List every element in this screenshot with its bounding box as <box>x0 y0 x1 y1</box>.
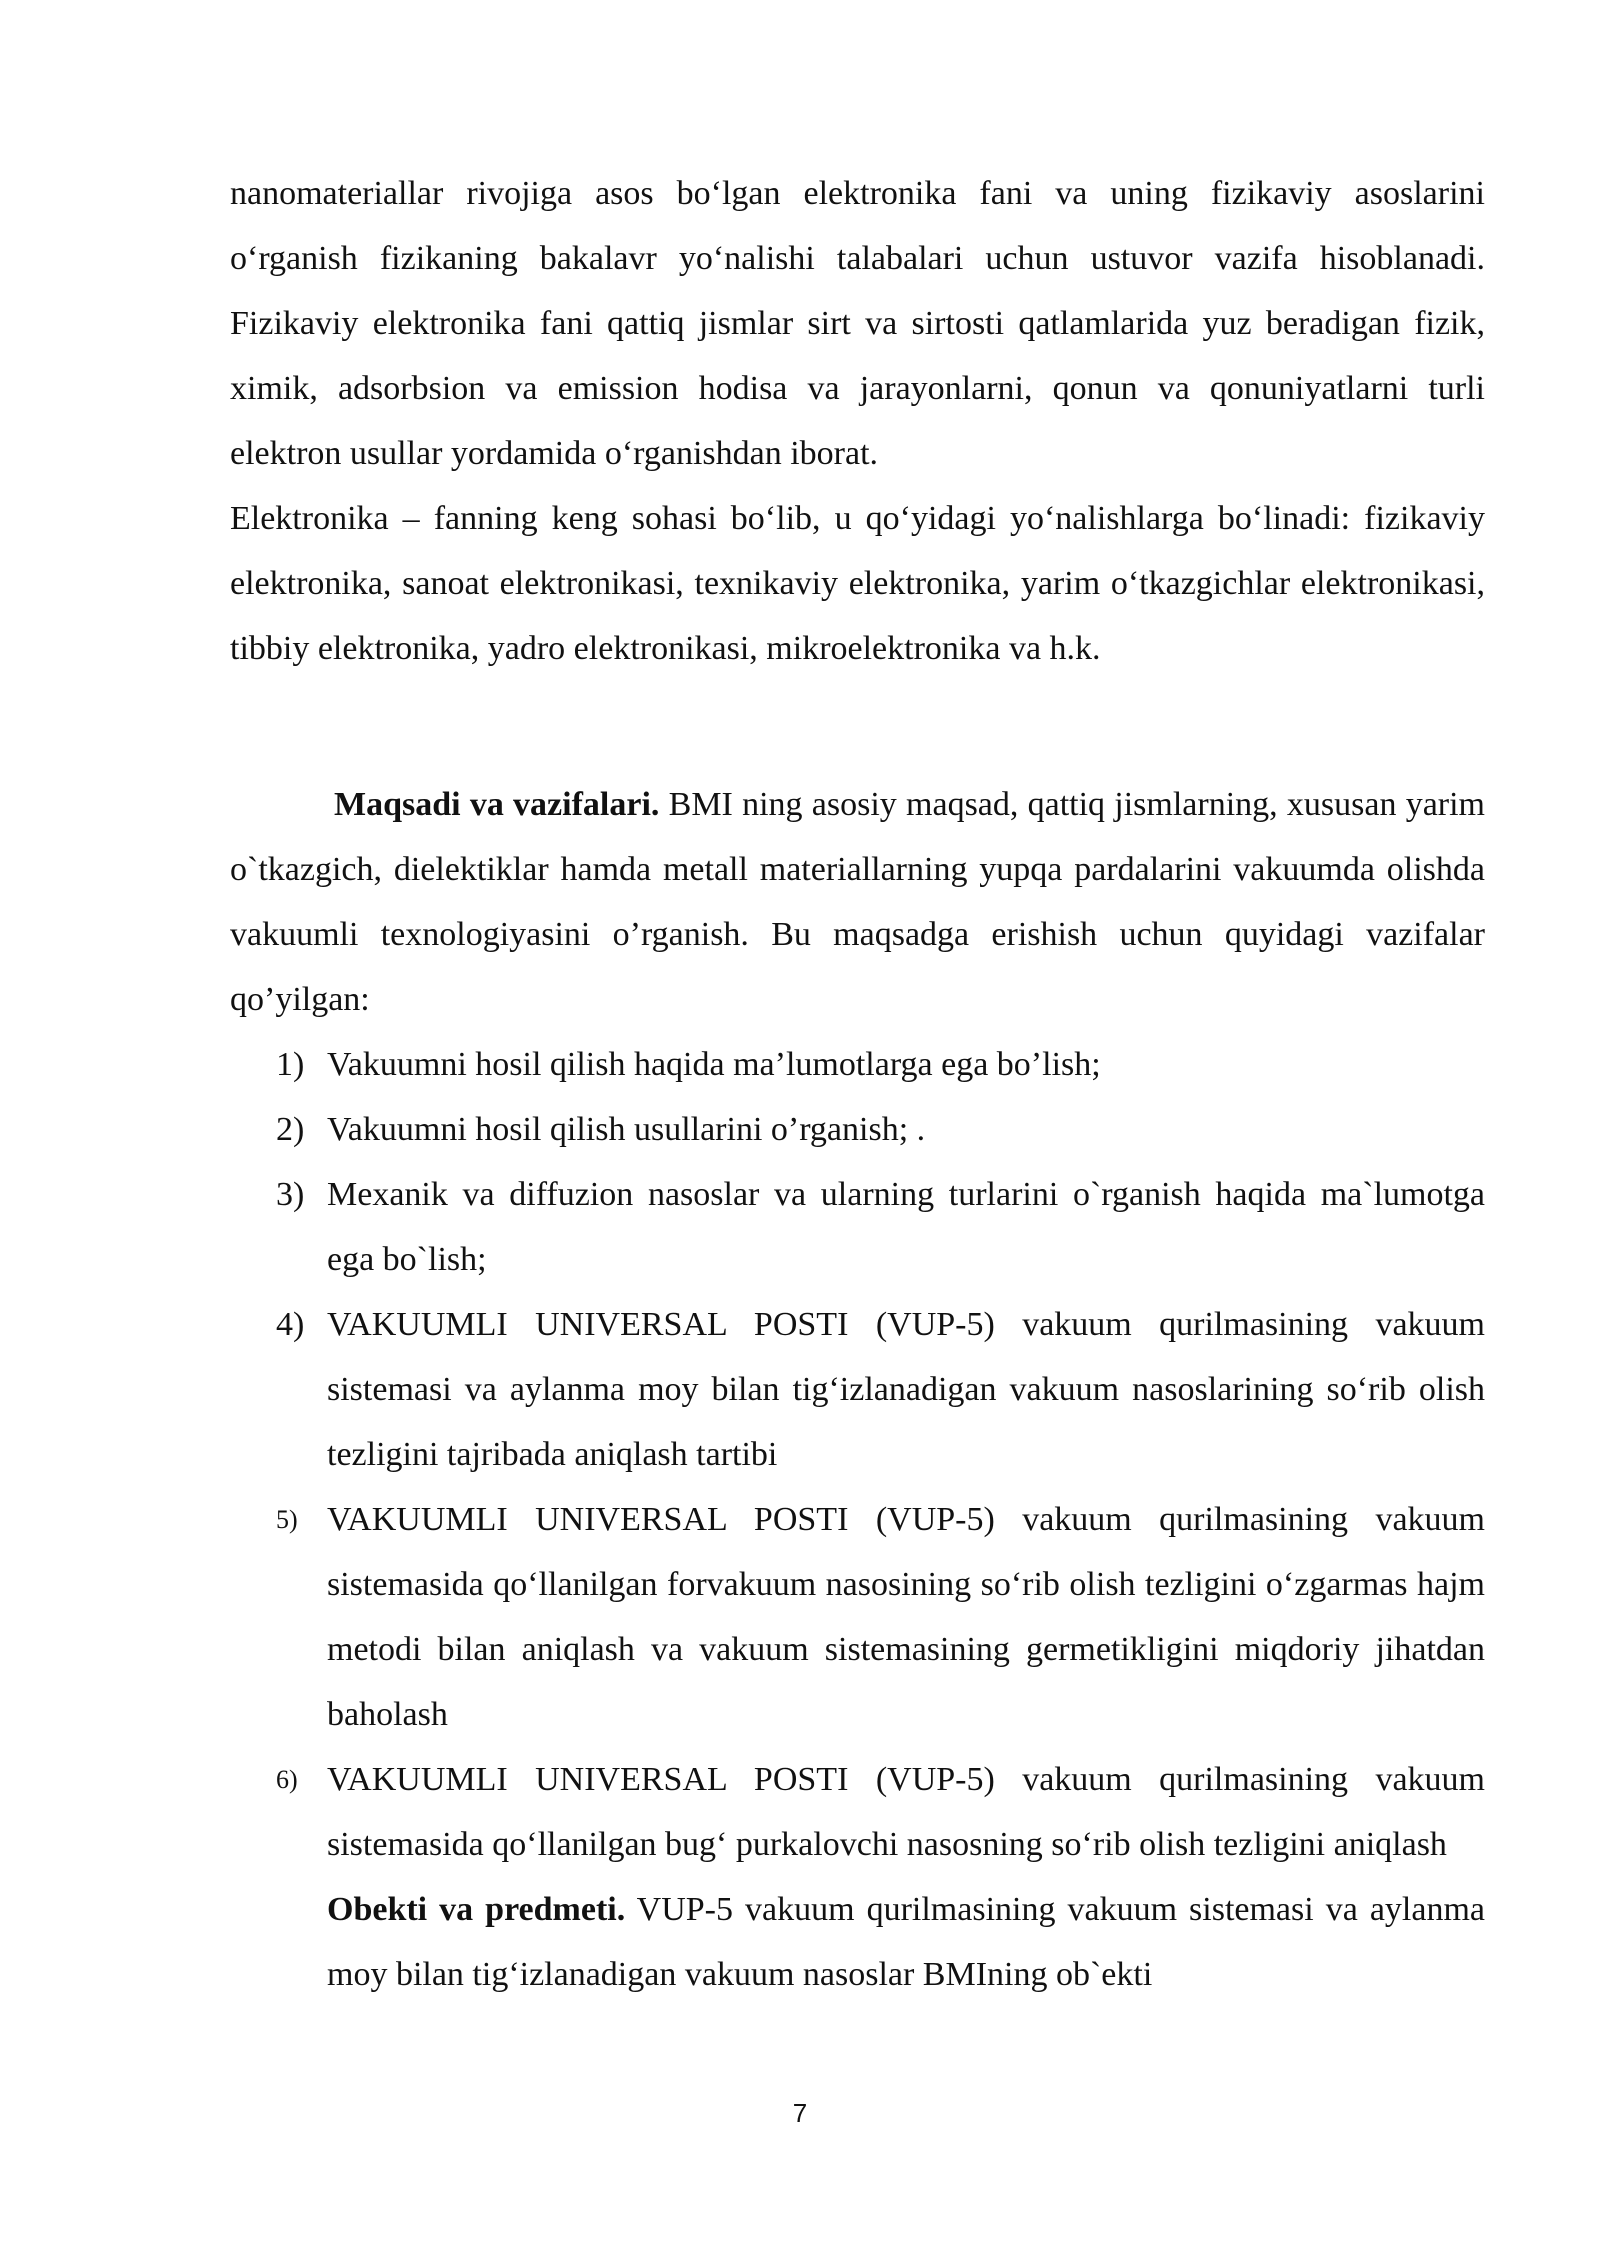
list-item <box>230 1487 1485 1747</box>
object-paragraph <box>230 1877 1485 2007</box>
list-item-text: Vakuumni hosil qilish haqida ma’lumotlarga ega bo’lish; <box>327 1046 1101 1083</box>
list-item-number: 3) <box>276 1176 305 1213</box>
goals-paragraph <box>230 772 1485 1032</box>
list-item-text: VAKUUMLI UNIVERSAL POSTI (VUP-5) vakuum qurilmasining vakuum sistemasida qo‘llanilgan bug‘ purkalovchi nasosning so‘rib olish tezligini aniqlash <box>327 1761 1485 1863</box>
list-item-text: VAKUUMLI UNIVERSAL POSTI (VUP-5) vakuum qurilmasining vakuum sistemasi va aylanma moy bilan tig‘izlanadigan vakuum nasoslarining so‘rib olish tezligini tajribada aniqlash tartibi <box>327 1306 1485 1473</box>
goals-heading: Maqsadi va vazifalari. <box>334 786 660 823</box>
intro-paragraph-2: Elektronika – fanning keng sohasi bo‘lib, u qo‘yidagi yo‘nalishlarga bo‘linadi: fizikaviy elektronika, sanoat elektronikasi, texnikaviy elektronika, yarim o‘tkazgichlar elektronikasi, tibbiy elektronika, yadro elektronikasi, mikroelektronika va h.k. <box>230 500 1485 667</box>
list-item <box>230 1747 1485 1877</box>
page-number: 7 <box>792 2098 808 2128</box>
list-item-number: 5) <box>276 1505 298 1534</box>
goals-section <box>230 772 1485 2007</box>
intro-paragraph-1: nanomateriallar rivojiga asos bo‘lgan elektronika fani va uning fizikaviy asoslarini o‘rganish fizikaning bakalavr yo‘nalishi talabalari uchun ustuvor vazifa hisoblanadi. Fizikaviy elektronika fani qattiq jismlar sirt va sirtosti qatlamlarida yuz beradigan fizik, ximik, adsorbsion va emission hodisa va jarayonlarni, qonun va qonuniyatlarni turli elektron usullar yordamida o‘rganishdan iborat. <box>230 175 1485 472</box>
list-item-number: 6) <box>276 1765 298 1794</box>
list-item-number: 4) <box>276 1306 305 1343</box>
list-item <box>230 1097 1485 1162</box>
list-item-text: Mexanik va diffuzion nasoslar va ularning turlarini o`rganish haqida ma`lumotga ega bo`lish; <box>327 1176 1485 1278</box>
list-item <box>230 1292 1485 1487</box>
list-item-text: VAKUUMLI UNIVERSAL POSTI (VUP-5) vakuum qurilmasining vakuum sistemasida qo‘llanilgan forvakuum nasosining so‘rib olish tezligini o‘zgarmas hajm metodi bilan aniqlash va vakuum sistemasining germetikligini miqdoriy jihatdan baholash <box>327 1501 1485 1733</box>
goals-text: BMI ning asosiy maqsad, qattiq jismlarning, xususan yarim o`tkazgich, dielektiklar hamda metall materiallarning yupqa pardalarini vakuumda olishda vakuumli texnologiyasini o’rganish. Bu maqsadga erishish uchun quyidagi vazifalar qo’yilgan: <box>230 786 1485 1018</box>
list-item-number: 1) <box>276 1046 305 1083</box>
list-item-text: Vakuumni hosil qilish usullarini o’rganish; . <box>327 1111 926 1148</box>
list-item <box>230 1032 1485 1097</box>
list-item-number: 2) <box>276 1111 305 1148</box>
list-item <box>230 1162 1485 1292</box>
object-heading: Obekti va predmeti. <box>327 1891 626 1928</box>
object-text: VUP-5 vakuum qurilmasining vakuum sistemasi va aylanma moy bilan tig‘izlanadigan vakuum nasoslar BMIning ob`ekti <box>327 1891 1485 1993</box>
intro-section <box>230 161 1485 681</box>
